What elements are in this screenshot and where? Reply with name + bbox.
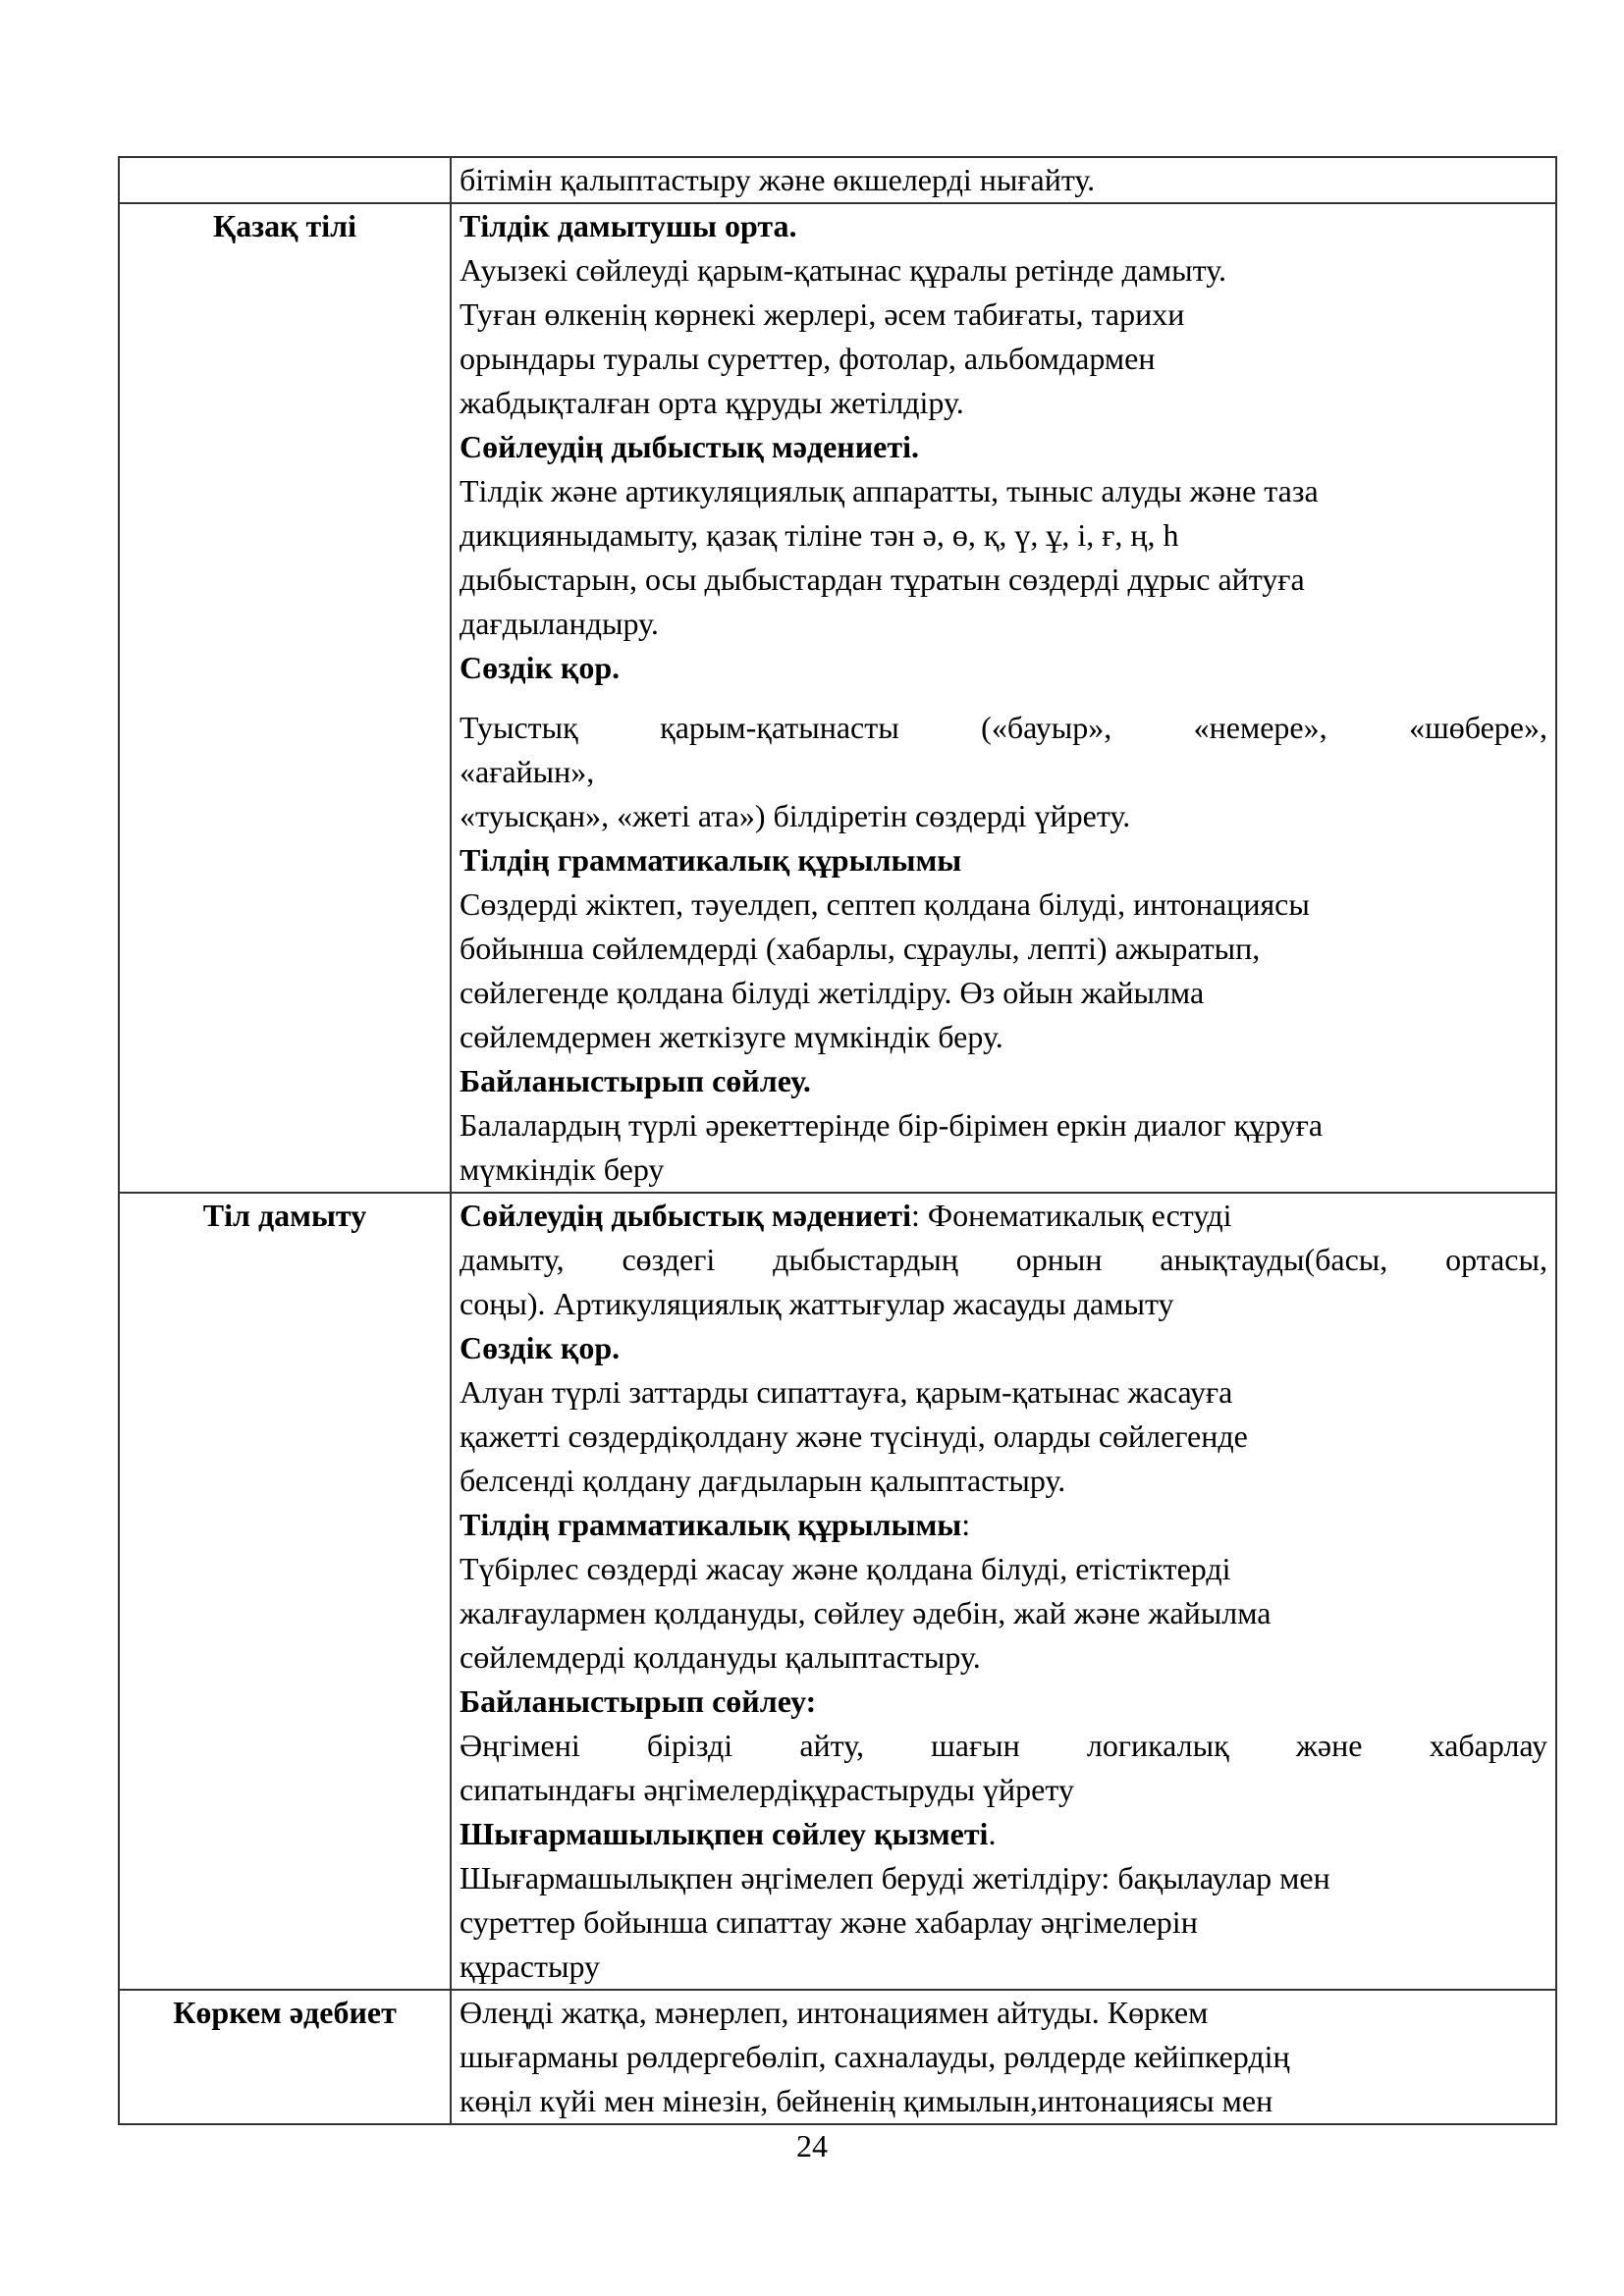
- text-line: [460, 1900, 1547, 1945]
- text-line: [460, 838, 1547, 882]
- text-line: [460, 204, 1547, 248]
- text-line: [460, 706, 1547, 750]
- body-text: Түбірлес сөздерді жасау және қолдана білуді, етістіктерді: [460, 1551, 1231, 1586]
- text-line: [460, 2035, 1547, 2079]
- text-line: [460, 882, 1547, 927]
- body-text: Балалардың түрлі әрекеттерінде бір-бірімен еркін диалог құруға: [460, 1107, 1324, 1143]
- text-line: [460, 1370, 1547, 1415]
- body-text: Әңгімені бірізді айту, шағын логикалық және хабарлау: [460, 1728, 1547, 1763]
- text-line: [460, 1503, 1547, 1547]
- text-line: [460, 513, 1547, 558]
- text-line: [460, 293, 1547, 337]
- table-row: [119, 157, 1556, 203]
- body-text: Туған өлкенің көрнекі жерлері, әсем табиғаты, тарихи: [460, 296, 1185, 332]
- text-line: [460, 1059, 1547, 1103]
- body-text: сөйлемдермен жеткізуге мүмкіндік беру.: [460, 1019, 1003, 1054]
- body-text: .: [988, 1816, 997, 1851]
- body-text: сөйлемдерді қолдануды қалыптастыру.: [460, 1639, 981, 1675]
- text-line: [460, 1194, 1547, 1238]
- section-heading: Сөздік қор.: [460, 650, 621, 685]
- body-text: «ағайын»,: [460, 754, 595, 789]
- subject-cell: Қазақ тілі: [119, 203, 451, 1193]
- text-line: [460, 794, 1547, 838]
- text-line: [460, 646, 1547, 690]
- body-text: сөйлегенде қолдана білуді жетілдіру. Өз ойын жайылма: [460, 975, 1205, 1010]
- body-text: сипатындағы әңгімелердіқұрастыруды үйрету: [460, 1772, 1074, 1807]
- body-text: «туысқан», «жеті ата») білдіретін сөздерді үйрету.: [460, 798, 1131, 833]
- body-text: жалғаулармен қолдануды, сөйлеу әдебін, жай және жайылма: [460, 1595, 1272, 1630]
- text-line: [460, 927, 1547, 971]
- body-text: Өлеңді жатқа, мәнерлеп, интонациямен айтуды. Көркем: [460, 1995, 1209, 2030]
- body-text: Тілдік және артикуляциялық аппаратты, тыныс алуды және таза: [460, 473, 1319, 508]
- text-line: [460, 602, 1547, 646]
- body-text: қажетті сөздердіқолдану және түсінуді, оларды сөйлегенде: [460, 1418, 1248, 1454]
- body-text: : Фонематикалық естуді: [910, 1198, 1232, 1233]
- section-heading: Шығармашылықпен сөйлеу қызметі: [460, 1816, 989, 1851]
- body-text: Туыстық қарым-қатынасты («бауыр», «немере», «шөбере»,: [460, 710, 1547, 745]
- text-line: [460, 1991, 1547, 2035]
- body-text: жабдықталған орта құруды жетілдіру.: [460, 385, 964, 420]
- body-text: мүмкіндік беру: [460, 1151, 665, 1187]
- body-text: бойынша сөйлемдерді (хабарлы, сұраулы, лепті) ажыратып,: [460, 931, 1261, 966]
- text-line: [460, 337, 1547, 381]
- text-line: [460, 2079, 1547, 2123]
- section-heading: Тілдік дамытушы орта.: [460, 208, 797, 243]
- section-heading: Сөздік қор.: [460, 1330, 621, 1365]
- text-line: [460, 1635, 1547, 1680]
- body-text: құрастыру: [460, 1949, 601, 1984]
- content-cell: [451, 203, 1556, 1193]
- body-text: көңіл күйі мен мінезін, бейненің қимылын,интонациясы мен: [460, 2083, 1273, 2118]
- section-heading: Тілдің грамматикалық құрылымы: [460, 842, 962, 878]
- text-line: [460, 1015, 1547, 1059]
- subject-cell: Тіл дамыту: [119, 1193, 451, 1990]
- body-text: соңы). Артикуляциялық жаттығулар жасауды дамыту: [460, 1286, 1174, 1321]
- text-line: [460, 1724, 1547, 1768]
- text-line: [460, 750, 1547, 794]
- table-row: [119, 1193, 1556, 1990]
- text-line: [460, 1768, 1547, 1812]
- text-line: [460, 1945, 1547, 1989]
- body-text: дыбыстарын, осы дыбыстардан тұратын сөздерді дұрыс айтуға: [460, 561, 1305, 597]
- text-line: [460, 381, 1547, 425]
- text-line: [460, 1148, 1547, 1192]
- curriculum-table: [118, 156, 1557, 2125]
- section-heading: Байланыстырып сөйлеу.: [460, 1063, 811, 1098]
- body-text: бітімін қалыптастыру және өкшелерді нығайту.: [460, 162, 1096, 197]
- body-text: Ауызекі сөйлеуді қарым-қатынас құралы ретінде дамыту.: [460, 252, 1227, 288]
- body-text: Сөздерді жіктеп, тәуелдеп, септеп қолдана білуді, интонациясы: [460, 886, 1310, 922]
- table-row: [119, 1990, 1556, 2124]
- body-text: орындары туралы суреттер, фотолар, альбомдармен: [460, 341, 1156, 376]
- text-line: [460, 1282, 1547, 1326]
- section-heading: Тілдің грамматикалық құрылымы: [460, 1507, 962, 1542]
- text-line: [460, 425, 1547, 469]
- section-heading: Сөйлеудің дыбыстық мәдениеті.: [460, 429, 919, 464]
- text-line: [460, 248, 1547, 293]
- text-line: [460, 1680, 1547, 1724]
- content-cell: [451, 1193, 1556, 1990]
- text-line: [460, 1547, 1547, 1591]
- text-line: [460, 1415, 1547, 1459]
- text-line: [460, 1812, 1547, 1856]
- text-line: [460, 1459, 1547, 1503]
- section-heading: Сөйлеудің дыбыстық мәдениеті: [460, 1198, 911, 1233]
- text-line: [460, 1326, 1547, 1370]
- table-row: [119, 203, 1556, 1193]
- page-number: 24: [796, 2128, 828, 2163]
- body-text: дағдыландыру.: [460, 606, 659, 641]
- section-heading: Байланыстырып сөйлеу:: [460, 1683, 817, 1719]
- text-line: [460, 469, 1547, 513]
- subject-cell: [119, 157, 451, 203]
- body-text: шығарманы рөлдергебөліп, сахналауды, рөлдерде кейіпкердің: [460, 2039, 1290, 2074]
- text-line: [460, 558, 1547, 602]
- body-text: дикцияныдамыту, қазақ тіліне тән ә, ө, қ, ү, ұ, і, ғ, ң, һ: [460, 517, 1179, 553]
- text-line: [460, 971, 1547, 1015]
- body-text: суреттер бойынша сипаттау және хабарлау әңгімелерін: [460, 1904, 1198, 1940]
- text-line: [460, 1103, 1547, 1148]
- spacer: [460, 690, 1547, 706]
- content-cell: [451, 1990, 1556, 2124]
- body-text: Шығармашылықпен әңгімелеп беруді жетілдіру: бақылаулар мен: [460, 1860, 1330, 1896]
- text-line: [460, 1856, 1547, 1900]
- text-line: [460, 1238, 1547, 1282]
- text-line: [460, 158, 1547, 202]
- content-cell: [451, 157, 1556, 203]
- body-text: дамыту, сөздегі дыбыстардың орнын анықтауды(басы, ортасы,: [460, 1242, 1547, 1277]
- text-line: [460, 1591, 1547, 1635]
- body-text: белсенді қолдану дағдыларын қалыптастыру.: [460, 1463, 1066, 1498]
- body-text: Алуан түрлі заттарды сипаттауға, қарым-қатынас жасауға: [460, 1374, 1233, 1410]
- subject-cell: Көркем әдебиет: [119, 1990, 451, 2124]
- body-text: :: [961, 1507, 971, 1542]
